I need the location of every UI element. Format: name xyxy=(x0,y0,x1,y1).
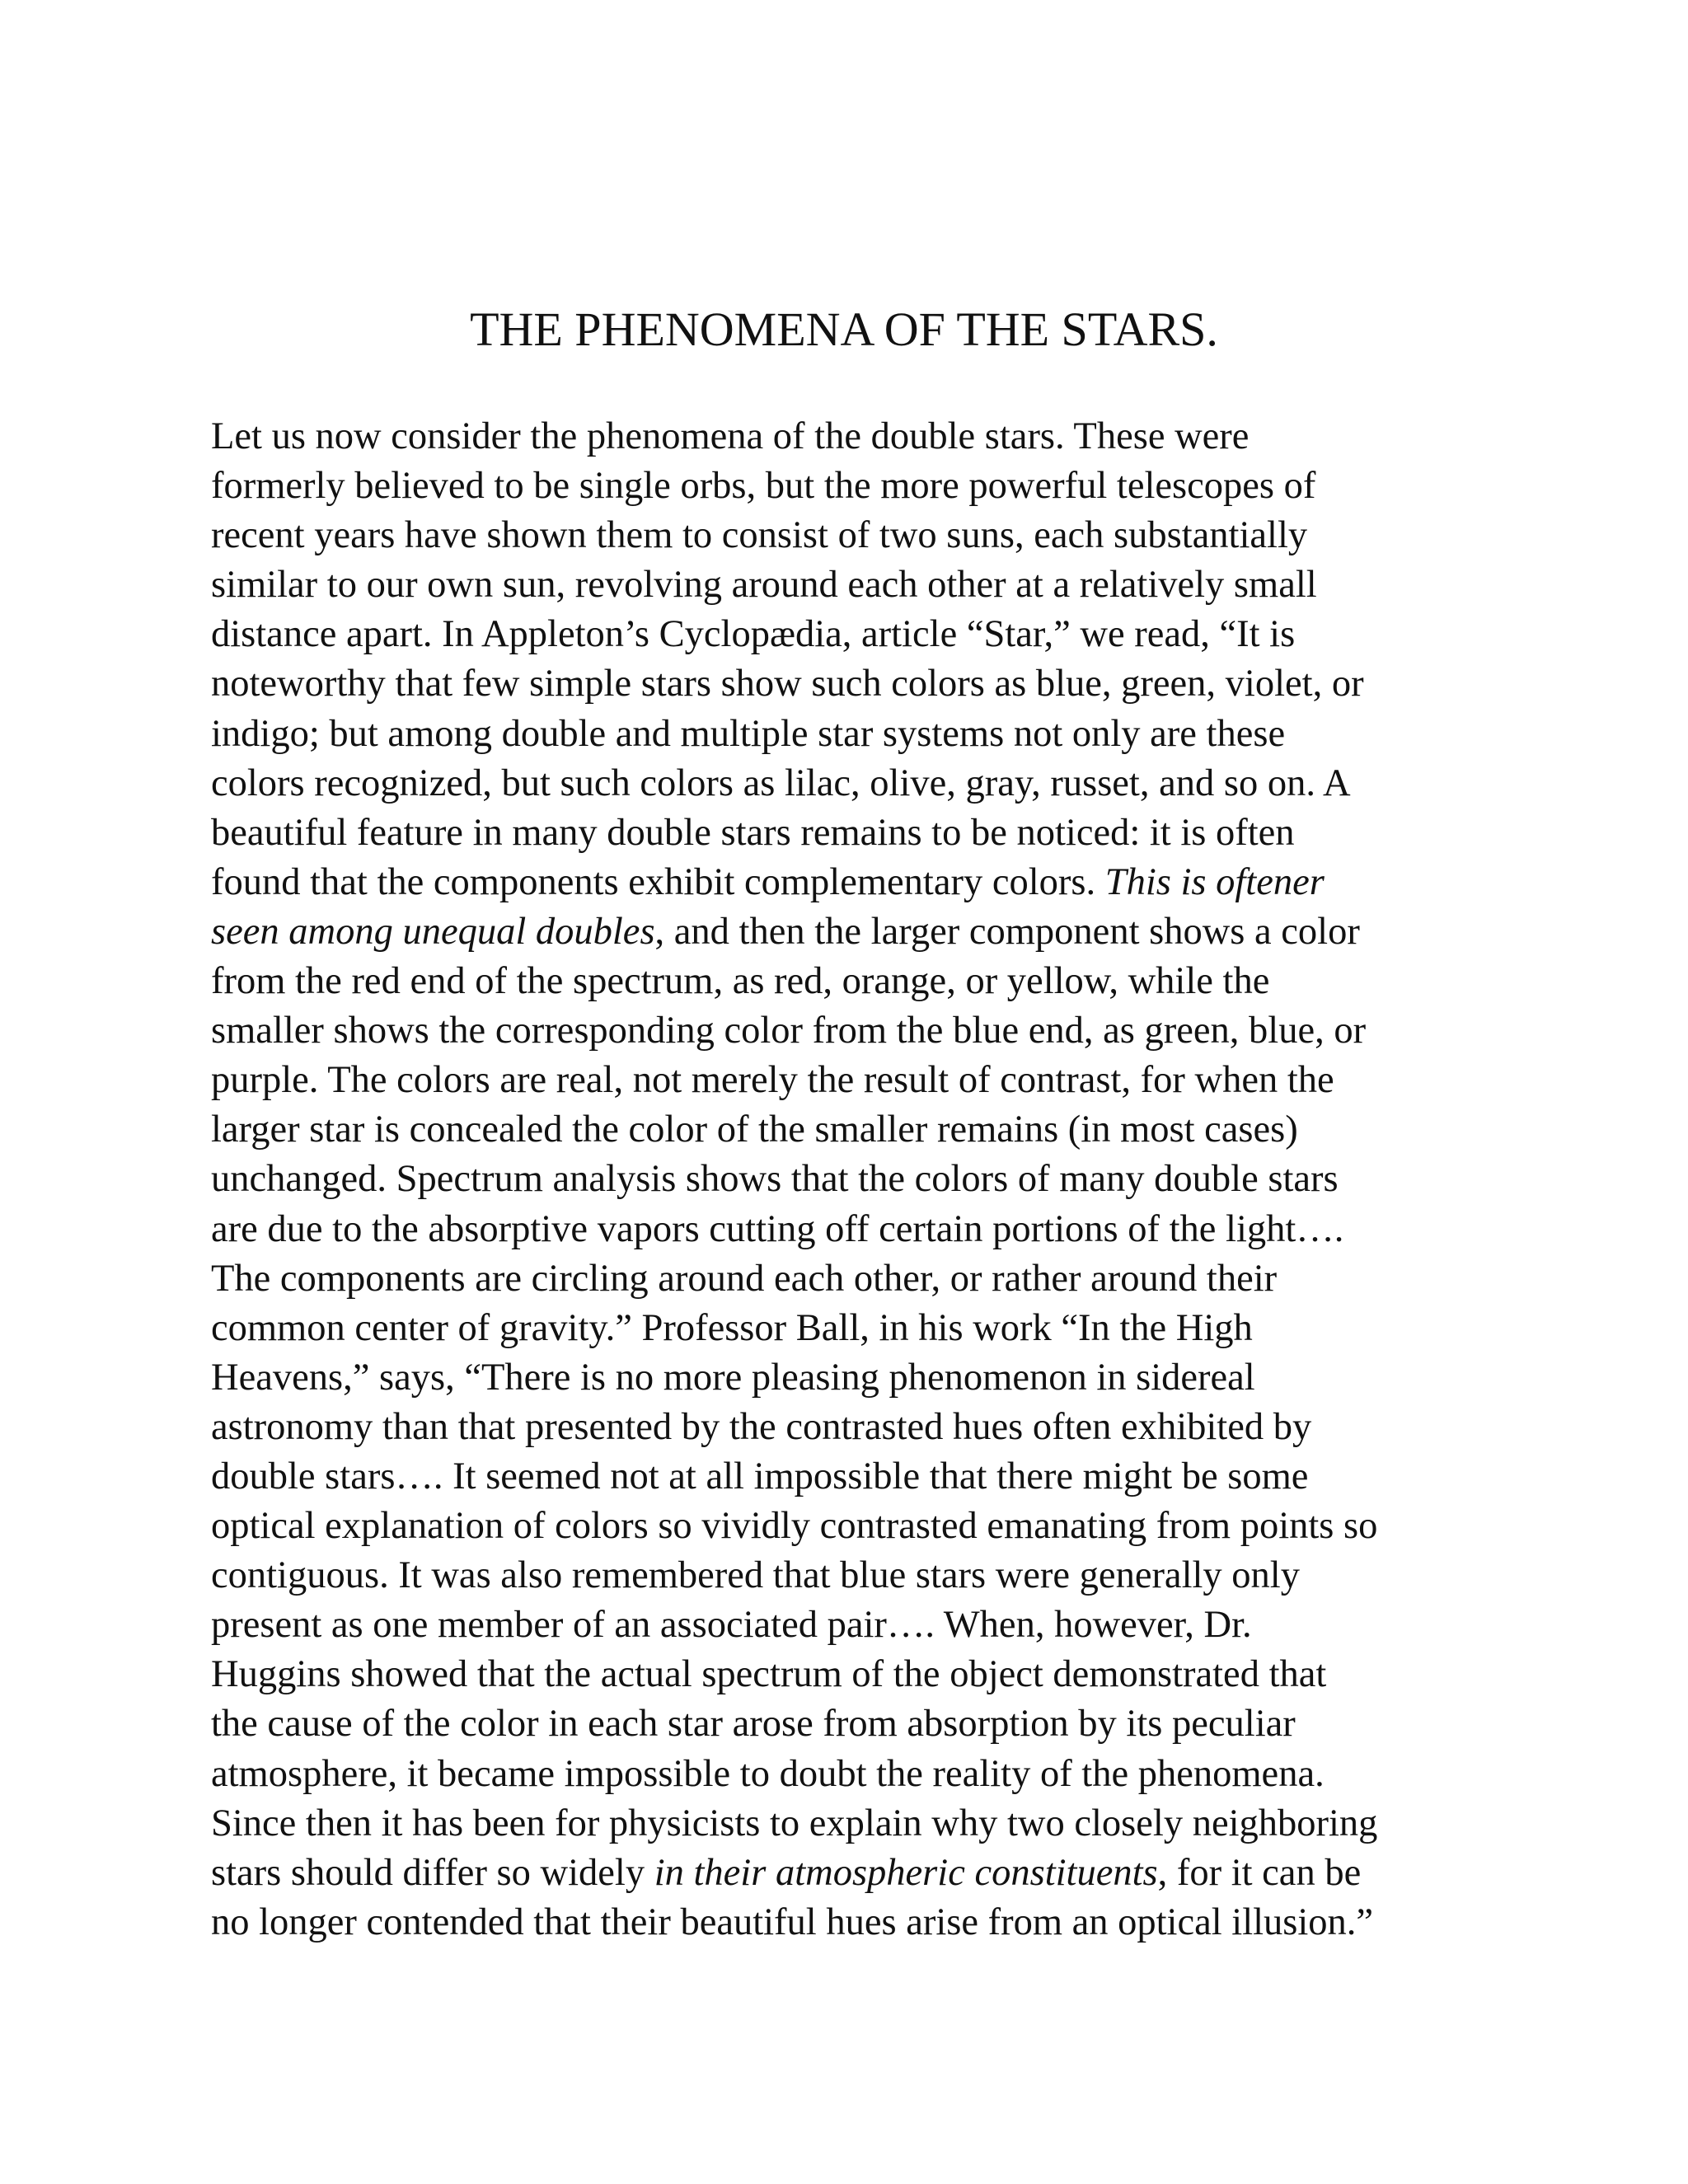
text-run: noteworthy that few simple stars show such colors as blue, green, violet, or xyxy=(211,663,1364,705)
text-run: stars should differ so widely xyxy=(211,1851,654,1894)
body-paragraph xyxy=(211,412,1497,1947)
text-run: from the red end of the spectrum, as red, orange, or yellow, while the xyxy=(211,960,1270,1003)
text-run: colors recognized, but such colors as lilac, olive, gray, russet, and so on. A xyxy=(211,762,1351,804)
text-run: contiguous. It was also remembered that blue stars were generally only xyxy=(211,1554,1300,1597)
italic-text-run: in their atmospheric constituents xyxy=(654,1851,1158,1894)
text-run: atmosphere, it became impossible to doubt the reality of the phenomena. xyxy=(211,1752,1325,1795)
text-run: formerly believed to be single orbs, but the more powerful telescopes of xyxy=(211,465,1316,508)
text-run: no longer contended that their beautiful hues arise from an optical illusion.” xyxy=(211,1900,1374,1943)
text-run: the cause of the color in each star arose from absorption by its peculiar xyxy=(211,1703,1296,1746)
text-line xyxy=(211,1006,1497,1056)
page-title: THE PHENOMENA OF THE STARS. xyxy=(470,302,1218,356)
text-line xyxy=(211,1750,1497,1799)
text-line xyxy=(211,511,1497,560)
text-line xyxy=(211,1601,1497,1650)
text-line xyxy=(211,808,1497,858)
text-line xyxy=(211,1898,1497,1947)
text-line xyxy=(211,1304,1497,1353)
text-line xyxy=(211,1452,1497,1502)
text-line xyxy=(211,957,1497,1006)
text-line xyxy=(211,759,1497,808)
text-line xyxy=(211,1551,1497,1601)
text-line xyxy=(211,1254,1497,1304)
text-line xyxy=(211,858,1497,907)
text-run: , for it can be xyxy=(1157,1851,1362,1894)
text-run: present as one member of an associated pair…. When, however, Dr. xyxy=(211,1604,1252,1647)
text-line xyxy=(211,462,1497,511)
text-line xyxy=(211,1155,1497,1204)
italic-text-run: This is oftener xyxy=(1104,860,1325,903)
text-line xyxy=(211,1105,1497,1155)
text-run: , and then the larger component shows a color xyxy=(654,910,1360,953)
text-run: common center of gravity.” Professor Ball, in his work “In the High xyxy=(211,1306,1253,1349)
text-run: larger star is concealed the color of the smaller remains (in most cases) xyxy=(211,1108,1298,1151)
text-run: smaller shows the corresponding color from the blue end, as green, blue, or xyxy=(211,1010,1367,1052)
text-run: indigo; but among double and multiple star systems not only are these xyxy=(211,712,1286,755)
text-run: astronomy than that presented by the contrasted hues often exhibited by xyxy=(211,1405,1312,1448)
italic-text-run: seen among unequal doubles xyxy=(211,910,655,953)
text-line xyxy=(211,412,1497,462)
text-run: Since then it has been for physicists to explain why two closely neighboring xyxy=(211,1802,1378,1844)
text-line xyxy=(211,907,1497,957)
text-run: Let us now consider the phenomena of the double stars. These were xyxy=(211,415,1250,457)
text-run: double stars…. It seemed not at all impossible that there might be some xyxy=(211,1455,1309,1497)
text-line xyxy=(211,1502,1497,1551)
text-run: recent years have shown them to consist of two suns, each substantially xyxy=(211,514,1308,557)
text-line xyxy=(211,560,1497,610)
text-run: distance apart. In Appleton’s Cyclopædia, article “Star,” we read, “It is xyxy=(211,613,1296,656)
text-run: unchanged. Spectrum analysis shows that the colors of many double stars xyxy=(211,1158,1339,1201)
text-run: The components are circling around each other, or rather around their xyxy=(211,1257,1278,1300)
text-run: optical explanation of colors so vividly contrasted emanating from points so xyxy=(211,1505,1378,1548)
text-line xyxy=(211,1056,1497,1105)
text-line xyxy=(211,1799,1497,1849)
text-line xyxy=(211,710,1497,759)
text-run: similar to our own sun, revolving around each other at a relatively small xyxy=(211,564,1317,607)
text-line xyxy=(211,1650,1497,1699)
text-line xyxy=(211,1699,1497,1749)
text-line xyxy=(211,1205,1497,1254)
text-run: Huggins showed that the actual spectrum of the object demonstrated that xyxy=(211,1653,1327,1696)
text-run: Heavens,” says, “There is no more pleasing phenomenon in sidereal xyxy=(211,1356,1255,1399)
text-run: purple. The colors are real, not merely the result of contrast, for when the xyxy=(211,1059,1334,1102)
text-line xyxy=(211,1849,1497,1898)
text-line xyxy=(211,1353,1497,1403)
text-run: are due to the absorptive vapors cutting off certain portions of the light…. xyxy=(211,1207,1344,1250)
text-line xyxy=(211,1403,1497,1452)
text-line xyxy=(211,610,1497,659)
text-run: beautiful feature in many double stars remains to be noticed: it is often xyxy=(211,811,1295,854)
text-run: found that the components exhibit complementary colors. xyxy=(211,860,1105,903)
text-line xyxy=(211,659,1497,709)
